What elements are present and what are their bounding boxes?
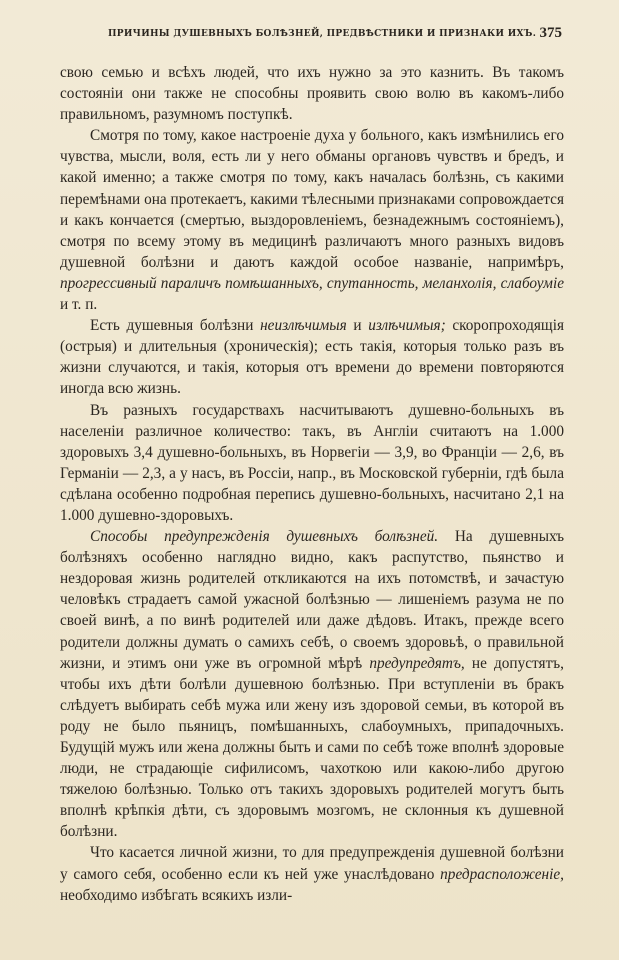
page-header xyxy=(58,25,564,45)
paragraph-3-text-b: и xyxy=(346,317,369,335)
paragraph-5-italic-prevent: предупредятъ, xyxy=(369,654,465,672)
paragraph-2 xyxy=(60,125,564,315)
running-head: ПРИЧИНЫ ДУШЕВНЫХЪ БОЛѢЗНЕЙ, ПРЕДВѢСТНИКИ И ПРИЗНАКИ ИХЪ. xyxy=(108,29,537,39)
paragraph-3-text-c: скоропроходящія (острыя) и длительныя (хроническія); есть такія, которыя только разъ въ жизни случаются, и такія, которыя отъ времени до времени повторяются иногда всю жизнь. xyxy=(60,317,564,398)
paragraph-2-text-a: Смотря по тому, какое настроеніе духа у больного, какъ измѣнились его чувства, мысли, воля, есть ли у него обманы органовъ чувствъ и бредъ, и какой именно; а также смотря по тому, какъ началась болѣзнь, съ какими перемѣнами она протекаетъ, какими тѣлесными признаками сопровождается и какъ кончается (смертью, выздоровленіемъ, безнадежнымъ состояніемъ), смотря по всему этому въ медицинѣ различаютъ много разныхъ видовъ душевной болѣзни и даютъ каждой особое названіе, напримѣръ, xyxy=(60,127,564,271)
paragraph-5-text-b: не допустятъ, чтобы ихъ дѣти болѣли душевною болѣзнью. При вступленіи въ бракъ слѣдуетъ выбирать себѣ мужа или жену изъ здоровой семьи, въ которой въ роду не было пьяницъ, помѣшанныхъ, слабоумныхъ, припадочныхъ. Будущій мужъ или жена должны быть и сами по себѣ тоже вполнѣ здоровые люди, не страдающіе сифилисомъ, чахоткою или какою-либо другою тяжелою болѣзнью. Только отъ такихъ здоровыхъ родителей могутъ быть вполнѣ крѣпкія дѣти, съ здоровымъ мозгомъ, не склонныя къ душевной болѣзни. xyxy=(60,654,564,841)
paragraph-6-italic-predisposition: предрасположеніе, xyxy=(440,865,564,883)
paragraph-1-text: свою семью и всѣхъ людей, что ихъ нужно за это казнить. Въ такомъ состояніи они также не способны проявить свою волю въ какомъ-либо правильномъ, разумномъ поступкѣ. xyxy=(60,64,564,124)
paragraph-3-text-a: Есть душевныя болѣзни xyxy=(90,317,261,335)
paragraph-6-text-a: Что касается личной жизни, то для предупрежденія душевной болѣзни у самого себя, особенно если къ ней уже унаслѣдовано xyxy=(60,844,564,883)
page-number: 375 xyxy=(539,25,562,41)
paragraph-1 xyxy=(60,62,564,125)
paragraph-4-text: Въ разныхъ государствахъ насчитываютъ душевно-больныхъ въ населеніи различное количество: такъ, въ Англіи считаютъ на 1.000 здоровыхъ 3,4 душевно-больныхъ, въ Норвегіи — 3,9, во Франціи — 2,6, въ Германіи — 2,3, а у насъ, въ Россіи, напр., въ Московской губерніи, гдѣ была сдѣлана особенно подробная перепись душевно-больныхъ, насчитано 2,1 на 1.000 душевно-здоровыхъ. xyxy=(60,401,564,524)
paragraph-2-italic-terms: прогрессивный параличъ помѣшанныхъ, спутанность, меланхолія, слабоуміе xyxy=(60,274,564,292)
paragraph-3-italic-curable: излѣчимыя; xyxy=(368,317,446,335)
paragraph-3 xyxy=(60,315,564,399)
paragraph-2-text-b: и т. п. xyxy=(60,296,98,314)
section-title: Способы предупрежденія душевныхъ болѣзней. xyxy=(90,528,439,546)
body-text xyxy=(60,62,564,906)
paragraph-5 xyxy=(60,526,564,842)
paragraph-5-text-a: На душевныхъ болѣзняхъ особенно наглядно видно, какъ распутство, пьянство и нездоровая жизнь родителей откликаются на ихъ потомствѣ, и зачастую человѣкъ страдаетъ самой ужасной болѣзнью — лишеніемъ разума не по своей винѣ, а по винѣ родителей или даже дѣдовъ. Итакъ, прежде всего родители должны думать о самихъ себѣ, о своемъ здоровьѣ, о правильной жизни, и этимъ они уже въ огромной мѣрѣ xyxy=(60,528,564,672)
paragraph-6 xyxy=(60,842,564,905)
paragraph-3-italic-incurable: неизлѣчимыя xyxy=(260,317,347,335)
paragraph-6-text-b: необходимо избѣгать всякихъ изли- xyxy=(60,886,293,904)
paragraph-4 xyxy=(60,400,564,527)
